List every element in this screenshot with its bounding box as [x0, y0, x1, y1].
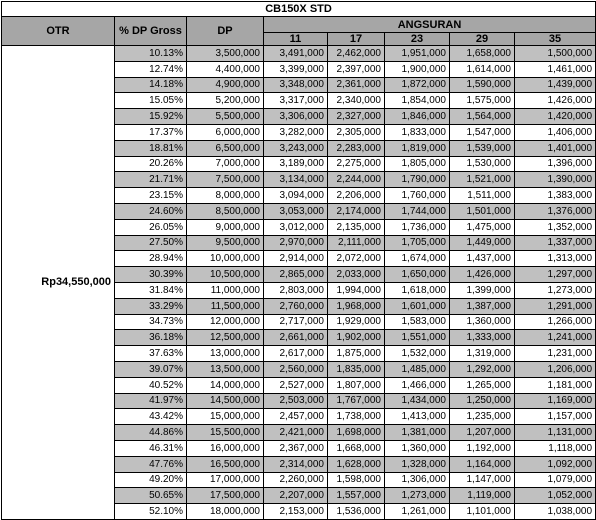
installment-cell-23: 1,601,000 [385, 298, 450, 314]
dp-gross-cell: 49.20% [115, 472, 187, 488]
header-otr: OTR [2, 17, 115, 46]
installment-cell-35: 1,352,000 [515, 219, 596, 235]
installment-cell-23: 1,434,000 [385, 393, 450, 409]
installment-cell-35: 1,383,000 [515, 188, 596, 204]
installment-cell-11: 2,560,000 [264, 361, 328, 377]
installment-cell-23: 1,819,000 [385, 140, 450, 156]
installment-cell-29: 1,192,000 [450, 440, 515, 456]
installment-cell-35: 1,231,000 [515, 346, 596, 362]
installment-cell-17: 1,835,000 [328, 361, 385, 377]
installment-cell-11: 3,306,000 [264, 109, 328, 125]
installment-cell-35: 1,131,000 [515, 425, 596, 441]
installment-cell-29: 1,360,000 [450, 314, 515, 330]
installment-cell-29: 1,501,000 [450, 203, 515, 219]
dp-gross-cell: 36.18% [115, 330, 187, 346]
installment-cell-35: 1,461,000 [515, 61, 596, 77]
installment-cell-29: 1,265,000 [450, 377, 515, 393]
installment-cell-29: 1,387,000 [450, 298, 515, 314]
installment-cell-35: 1,038,000 [515, 504, 596, 520]
installment-cell-11: 3,491,000 [264, 46, 328, 62]
dp-gross-cell: 18.81% [115, 140, 187, 156]
installment-cell-35: 1,401,000 [515, 140, 596, 156]
installment-cell-11: 3,282,000 [264, 124, 328, 140]
header-tenor-17: 17 [328, 33, 385, 46]
installment-cell-35: 1,157,000 [515, 409, 596, 425]
dp-gross-cell: 21.71% [115, 172, 187, 188]
installment-cell-17: 2,283,000 [328, 140, 385, 156]
installment-cell-17: 2,340,000 [328, 93, 385, 109]
installment-cell-11: 2,421,000 [264, 425, 328, 441]
header-angsuran: ANGSURAN [264, 17, 596, 33]
installment-cell-23: 1,760,000 [385, 188, 450, 204]
installment-cell-23: 1,833,000 [385, 124, 450, 140]
installment-cell-17: 2,111,000 [328, 235, 385, 251]
dp-gross-cell: 43.42% [115, 409, 187, 425]
dp-cell: 18,000,000 [187, 504, 264, 520]
installment-cell-11: 3,243,000 [264, 140, 328, 156]
installment-cell-23: 1,805,000 [385, 156, 450, 172]
installment-cell-23: 1,900,000 [385, 61, 450, 77]
installment-cell-17: 1,598,000 [328, 472, 385, 488]
dp-cell: 10,500,000 [187, 267, 264, 283]
table-row [2, 46, 596, 62]
dp-gross-cell: 15.92% [115, 109, 187, 125]
installment-cell-11: 3,189,000 [264, 156, 328, 172]
dp-gross-cell: 34.73% [115, 314, 187, 330]
installment-cell-11: 3,053,000 [264, 203, 328, 219]
dp-gross-cell: 28.94% [115, 251, 187, 267]
table-title: CB150X STD [2, 2, 596, 17]
installment-cell-11: 2,153,000 [264, 504, 328, 520]
installment-cell-11: 2,314,000 [264, 456, 328, 472]
dp-cell: 15,500,000 [187, 425, 264, 441]
dp-gross-cell: 12.74% [115, 61, 187, 77]
installment-cell-17: 2,033,000 [328, 267, 385, 283]
dp-cell: 14,000,000 [187, 377, 264, 393]
installment-cell-35: 1,273,000 [515, 282, 596, 298]
dp-cell: 4,900,000 [187, 77, 264, 93]
dp-gross-cell: 24.60% [115, 203, 187, 219]
installment-cell-23: 1,261,000 [385, 504, 450, 520]
installment-cell-35: 1,439,000 [515, 77, 596, 93]
dp-gross-cell: 15.05% [115, 93, 187, 109]
dp-cell: 7,500,000 [187, 172, 264, 188]
dp-cell: 15,000,000 [187, 409, 264, 425]
installment-cell-35: 1,337,000 [515, 235, 596, 251]
installment-cell-23: 1,328,000 [385, 456, 450, 472]
installment-cell-11: 2,457,000 [264, 409, 328, 425]
installment-cell-11: 2,865,000 [264, 267, 328, 283]
installment-cell-17: 1,698,000 [328, 425, 385, 441]
header-tenor-23: 23 [385, 33, 450, 46]
installment-cell-17: 1,902,000 [328, 330, 385, 346]
installment-cell-29: 1,575,000 [450, 93, 515, 109]
installment-cell-11: 2,717,000 [264, 314, 328, 330]
dp-cell: 4,400,000 [187, 61, 264, 77]
installment-cell-29: 1,614,000 [450, 61, 515, 77]
installment-cell-29: 1,475,000 [450, 219, 515, 235]
dp-cell: 8,000,000 [187, 188, 264, 204]
header-dp: DP [187, 17, 264, 46]
installment-cell-17: 1,968,000 [328, 298, 385, 314]
installment-cell-11: 2,207,000 [264, 488, 328, 504]
installment-cell-29: 1,426,000 [450, 267, 515, 283]
installment-cell-17: 1,668,000 [328, 440, 385, 456]
dp-gross-cell: 46.31% [115, 440, 187, 456]
installment-cell-17: 1,994,000 [328, 282, 385, 298]
dp-cell: 5,200,000 [187, 93, 264, 109]
installment-cell-17: 1,807,000 [328, 377, 385, 393]
installment-cell-17: 1,767,000 [328, 393, 385, 409]
installment-cell-23: 1,583,000 [385, 314, 450, 330]
price-table-container [1, 1, 595, 517]
installment-cell-35: 1,376,000 [515, 203, 596, 219]
installment-cell-29: 1,292,000 [450, 361, 515, 377]
installment-cell-11: 2,760,000 [264, 298, 328, 314]
dp-gross-cell: 10.13% [115, 46, 187, 62]
installment-cell-23: 1,705,000 [385, 235, 450, 251]
installment-cell-17: 2,327,000 [328, 109, 385, 125]
dp-cell: 6,500,000 [187, 140, 264, 156]
dp-gross-cell: 41.97% [115, 393, 187, 409]
installment-cell-23: 1,360,000 [385, 440, 450, 456]
installment-cell-11: 3,012,000 [264, 219, 328, 235]
installment-cell-35: 1,181,000 [515, 377, 596, 393]
dp-cell: 12,000,000 [187, 314, 264, 330]
header-dp-gross: % DP Gross [115, 17, 187, 46]
installment-cell-29: 1,250,000 [450, 393, 515, 409]
installment-cell-35: 1,396,000 [515, 156, 596, 172]
installment-cell-11: 3,399,000 [264, 61, 328, 77]
installment-cell-35: 1,297,000 [515, 267, 596, 283]
installment-cell-35: 1,052,000 [515, 488, 596, 504]
installment-cell-29: 1,333,000 [450, 330, 515, 346]
installment-cell-11: 3,134,000 [264, 172, 328, 188]
installment-cell-23: 1,872,000 [385, 77, 450, 93]
installment-cell-35: 1,241,000 [515, 330, 596, 346]
dp-cell: 10,000,000 [187, 251, 264, 267]
dp-cell: 14,500,000 [187, 393, 264, 409]
dp-cell: 11,000,000 [187, 282, 264, 298]
installment-cell-17: 1,628,000 [328, 456, 385, 472]
installment-cell-17: 2,275,000 [328, 156, 385, 172]
dp-gross-cell: 31.84% [115, 282, 187, 298]
otr-price: Rp34,550,000 [2, 46, 115, 520]
installment-cell-35: 1,420,000 [515, 109, 596, 125]
dp-gross-cell: 27.50% [115, 235, 187, 251]
installment-cell-23: 1,790,000 [385, 172, 450, 188]
dp-cell: 9,000,000 [187, 219, 264, 235]
dp-gross-cell: 40.52% [115, 377, 187, 393]
dp-gross-cell: 39.07% [115, 361, 187, 377]
installment-cell-35: 1,500,000 [515, 46, 596, 62]
table-body [2, 46, 596, 520]
dp-gross-cell: 33.29% [115, 298, 187, 314]
dp-gross-cell: 30.39% [115, 267, 187, 283]
installment-cell-35: 1,079,000 [515, 472, 596, 488]
installment-cell-23: 1,551,000 [385, 330, 450, 346]
installment-cell-11: 2,661,000 [264, 330, 328, 346]
dp-gross-cell: 17.37% [115, 124, 187, 140]
installment-cell-17: 2,244,000 [328, 172, 385, 188]
installment-cell-17: 2,174,000 [328, 203, 385, 219]
installment-cell-17: 1,929,000 [328, 314, 385, 330]
installment-cell-29: 1,564,000 [450, 109, 515, 125]
installment-cell-11: 2,970,000 [264, 235, 328, 251]
installment-cell-17: 1,738,000 [328, 409, 385, 425]
installment-cell-29: 1,449,000 [450, 235, 515, 251]
installment-cell-29: 1,511,000 [450, 188, 515, 204]
installment-cell-35: 1,406,000 [515, 124, 596, 140]
dp-cell: 6,000,000 [187, 124, 264, 140]
dp-cell: 12,500,000 [187, 330, 264, 346]
installment-cell-11: 2,503,000 [264, 393, 328, 409]
installment-cell-17: 2,462,000 [328, 46, 385, 62]
installment-cell-17: 2,072,000 [328, 251, 385, 267]
installment-cell-29: 1,590,000 [450, 77, 515, 93]
installment-cell-29: 1,437,000 [450, 251, 515, 267]
installment-cell-29: 1,521,000 [450, 172, 515, 188]
dp-gross-cell: 26.05% [115, 219, 187, 235]
installment-cell-29: 1,119,000 [450, 488, 515, 504]
header-tenor-11: 11 [264, 33, 328, 46]
installment-cell-23: 1,744,000 [385, 203, 450, 219]
dp-gross-cell: 14.18% [115, 77, 187, 93]
installment-table [1, 1, 596, 520]
installment-cell-23: 1,846,000 [385, 109, 450, 125]
installment-cell-23: 1,306,000 [385, 472, 450, 488]
dp-cell: 8,500,000 [187, 203, 264, 219]
dp-gross-cell: 44.86% [115, 425, 187, 441]
dp-gross-cell: 37.63% [115, 346, 187, 362]
installment-cell-17: 1,557,000 [328, 488, 385, 504]
installment-cell-29: 1,207,000 [450, 425, 515, 441]
installment-cell-29: 1,539,000 [450, 140, 515, 156]
dp-gross-cell: 52.10% [115, 504, 187, 520]
installment-cell-29: 1,530,000 [450, 156, 515, 172]
dp-cell: 17,000,000 [187, 472, 264, 488]
installment-cell-35: 1,206,000 [515, 361, 596, 377]
dp-cell: 13,000,000 [187, 346, 264, 362]
installment-cell-17: 2,206,000 [328, 188, 385, 204]
dp-gross-cell: 50.65% [115, 488, 187, 504]
installment-cell-23: 1,736,000 [385, 219, 450, 235]
installment-cell-17: 1,875,000 [328, 346, 385, 362]
installment-cell-11: 2,803,000 [264, 282, 328, 298]
installment-cell-23: 1,485,000 [385, 361, 450, 377]
dp-cell: 13,500,000 [187, 361, 264, 377]
installment-cell-29: 1,399,000 [450, 282, 515, 298]
dp-cell: 17,500,000 [187, 488, 264, 504]
dp-cell: 16,500,000 [187, 456, 264, 472]
installment-cell-29: 1,658,000 [450, 46, 515, 62]
dp-cell: 5,500,000 [187, 109, 264, 125]
header-tenor-29: 29 [450, 33, 515, 46]
dp-cell: 3,500,000 [187, 46, 264, 62]
installment-cell-11: 2,527,000 [264, 377, 328, 393]
dp-cell: 11,500,000 [187, 298, 264, 314]
installment-cell-29: 1,547,000 [450, 124, 515, 140]
dp-cell: 9,500,000 [187, 235, 264, 251]
installment-cell-17: 2,397,000 [328, 61, 385, 77]
dp-gross-cell: 20.26% [115, 156, 187, 172]
installment-cell-23: 1,532,000 [385, 346, 450, 362]
installment-cell-29: 1,235,000 [450, 409, 515, 425]
installment-cell-23: 1,413,000 [385, 409, 450, 425]
dp-gross-cell: 47.76% [115, 456, 187, 472]
installment-cell-11: 2,617,000 [264, 346, 328, 362]
installment-cell-35: 1,266,000 [515, 314, 596, 330]
header-tenor-35: 35 [515, 33, 596, 46]
installment-cell-29: 1,101,000 [450, 504, 515, 520]
installment-cell-35: 1,092,000 [515, 456, 596, 472]
installment-cell-23: 1,854,000 [385, 93, 450, 109]
installment-cell-11: 2,914,000 [264, 251, 328, 267]
installment-cell-23: 1,951,000 [385, 46, 450, 62]
dp-cell: 16,000,000 [187, 440, 264, 456]
installment-cell-35: 1,390,000 [515, 172, 596, 188]
installment-cell-35: 1,169,000 [515, 393, 596, 409]
installment-cell-17: 2,305,000 [328, 124, 385, 140]
installment-cell-35: 1,313,000 [515, 251, 596, 267]
installment-cell-23: 1,381,000 [385, 425, 450, 441]
dp-gross-cell: 23.15% [115, 188, 187, 204]
installment-cell-23: 1,273,000 [385, 488, 450, 504]
installment-cell-23: 1,466,000 [385, 377, 450, 393]
installment-cell-23: 1,618,000 [385, 282, 450, 298]
installment-cell-17: 2,135,000 [328, 219, 385, 235]
installment-cell-11: 2,367,000 [264, 440, 328, 456]
installment-cell-35: 1,118,000 [515, 440, 596, 456]
installment-cell-17: 2,361,000 [328, 77, 385, 93]
installment-cell-29: 1,319,000 [450, 346, 515, 362]
installment-cell-23: 1,650,000 [385, 267, 450, 283]
installment-cell-17: 1,536,000 [328, 504, 385, 520]
installment-cell-35: 1,291,000 [515, 298, 596, 314]
installment-cell-29: 1,164,000 [450, 456, 515, 472]
installment-cell-11: 3,094,000 [264, 188, 328, 204]
installment-cell-11: 3,348,000 [264, 77, 328, 93]
installment-cell-23: 1,674,000 [385, 251, 450, 267]
installment-cell-11: 3,317,000 [264, 93, 328, 109]
dp-cell: 7,000,000 [187, 156, 264, 172]
installment-cell-29: 1,147,000 [450, 472, 515, 488]
installment-cell-35: 1,426,000 [515, 93, 596, 109]
installment-cell-11: 2,260,000 [264, 472, 328, 488]
